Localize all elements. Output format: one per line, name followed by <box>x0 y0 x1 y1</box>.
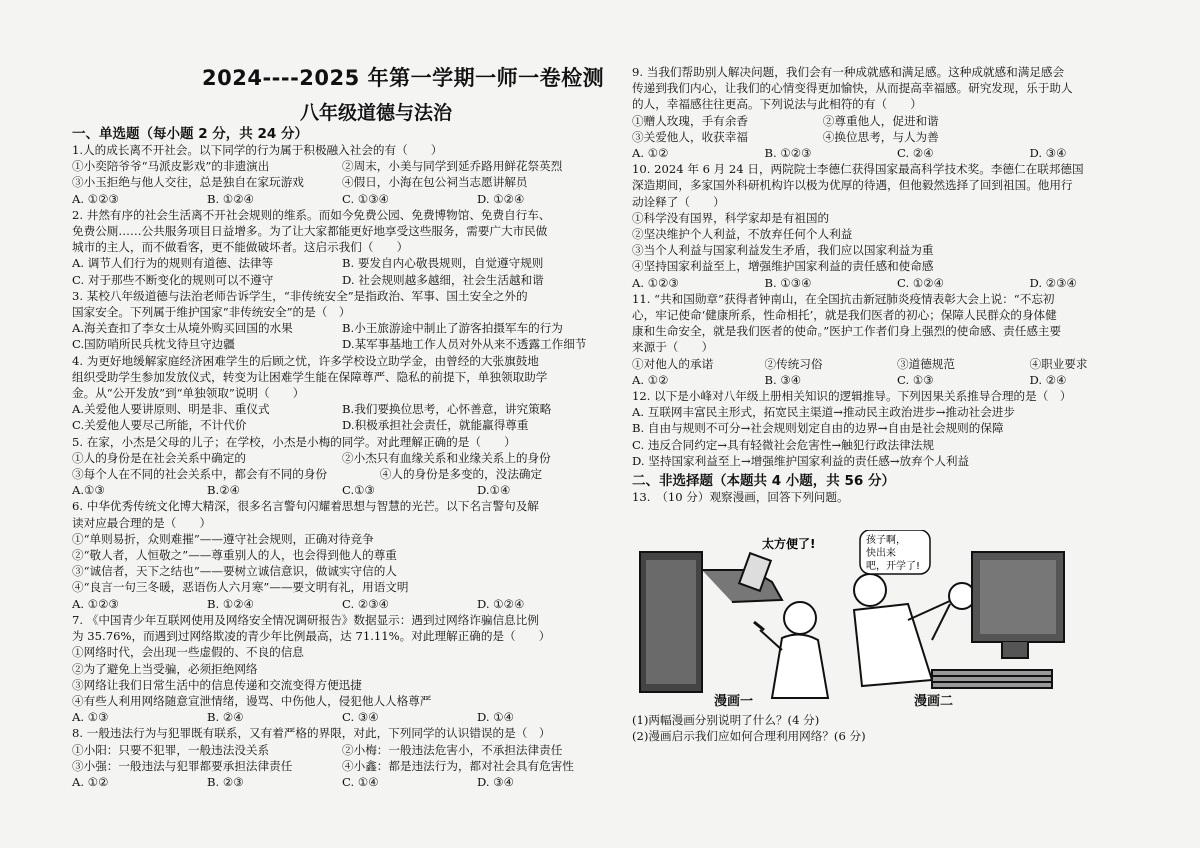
option-b: B. ①②④ <box>207 191 255 206</box>
question-8 <box>72 725 612 790</box>
statement: ④假日，小海在包公祠当志愿讲解员 <box>342 175 528 190</box>
option-d: D. ②③④ <box>1029 275 1077 290</box>
option-d: D.某军事基地工作人员对外从来不透露工作细节 <box>342 337 587 352</box>
statement-row <box>632 113 1162 129</box>
options-row <box>72 191 612 207</box>
option-a: A. ①③ <box>72 710 109 725</box>
option-b: B.我们要换位思考，心怀善意，讲究策略 <box>342 402 552 417</box>
option-a: A.①③ <box>72 483 105 498</box>
question-stem: 深造期间，多家国外科研机构许以极为优厚的待遇，但他毅然选择了回到祖国。他用行 <box>632 178 1073 193</box>
question-stem: 组织受助学生参加发放仪式，转变为让困难学生能在保障尊严、隐私的前提下，单独领取助学 <box>72 369 548 384</box>
statement: ①小奕陪爷爷“马派皮影戏”的非遗演出 <box>72 159 270 174</box>
statement: ③小强：一般违法与犯罪都要承担法律责任 <box>72 758 293 773</box>
option-b: B.小王旅游途中制止了游客拍摄军车的行为 <box>342 321 563 336</box>
statement-row <box>72 174 612 190</box>
statement: ②传统习俗 <box>764 356 823 371</box>
section-heading-single-choice: 一、单选题（每小题 2 分，共 24 分） <box>72 126 308 142</box>
question-stem: 为 35.76%，而遇到过网络欺凌的青少年比例最高，达 71.11%。对此理解正确的是（ ） <box>72 629 551 644</box>
question-10 <box>632 161 1162 291</box>
page-subtitle: 八年级道德与法治 <box>300 102 453 124</box>
statement: ②“敬人者，人恒敬之”——尊重别人的人，也会得到他人的尊重 <box>72 548 397 563</box>
cartoon-one-caption: 漫画一 <box>714 694 754 709</box>
statement: ①人的身份是在社会关系中确定的 <box>72 450 246 465</box>
statement: ①网络时代，会出现一些虚假的、不良的信息 <box>72 645 304 660</box>
statement: ④换位思考，与人为善 <box>822 129 939 144</box>
options-row <box>72 272 612 288</box>
option-a: A. ①② <box>632 146 669 161</box>
question-stem: 金。从“公开发放”到“单独领取”说明（ ） <box>72 386 305 401</box>
options-row <box>632 372 1162 388</box>
question-stem: 读对应最合理的是（ ） <box>72 515 212 530</box>
statement: ②周末，小美与同学到延乔路用鲜花祭英烈 <box>342 159 563 174</box>
question-stem: 心，牢记使命‘健康所系，性命相托’，就是我们医者的初心；保障人民群众的身体健 <box>632 308 1057 323</box>
bubble-text-line: 快出来 <box>866 548 896 559</box>
left-column <box>72 0 612 848</box>
option-c: C. ①③ <box>897 372 934 387</box>
question-2 <box>72 207 612 288</box>
statement-row <box>632 129 1162 145</box>
question-stem: 1.人的成长离不开社会。以下同学的行为属于积极融入社会的有（ ） <box>72 143 443 157</box>
option-b: B. ①③④ <box>764 275 812 290</box>
statement-row <box>72 450 612 466</box>
option-a: A. 调节人们行为的规则有道德、法律等 <box>72 256 274 271</box>
cartoon-illustrations <box>632 530 1072 710</box>
option-b: B. ②④ <box>207 710 244 725</box>
option-c: C. 对于那些不断变化的规则可以不遵守 <box>72 272 274 287</box>
option-a: A. ①② <box>632 372 669 387</box>
left-content <box>72 122 612 790</box>
option-b: B. ③④ <box>764 372 802 387</box>
option-c: C. 违反合同约定→具有轻微社会危害性→触犯行政法律法规 <box>632 437 934 452</box>
question-stem: 的人，幸福感往往更高。下列说法与此相符的有（ ） <box>632 97 922 112</box>
statement: ①小阳：只要不犯罪，一般违法没关系 <box>72 742 270 757</box>
statement-row <box>72 742 612 758</box>
option-d: D. ①④ <box>477 710 515 725</box>
statement: ④人的身份是多变的，没法确定 <box>379 467 543 482</box>
statement: ①对他人的承诺 <box>632 356 714 371</box>
statement: ④坚持国家利益至上，增强维护国家利益的责任感和使命感 <box>632 259 934 274</box>
option-c: C. ③④ <box>342 710 379 725</box>
option-d: D.积极承担社会责任，就能赢得尊重 <box>342 418 529 433</box>
options-row <box>72 255 612 271</box>
statement: ②坚决维护个人利益，不放弃任何个人利益 <box>632 227 853 242</box>
question-stem: 3. 某校八年级道德与法治老师告诉学生，“非传统安全”是指政治、军事、国土安全之外的 <box>72 288 528 303</box>
option-d: D. ①②④ <box>477 191 525 206</box>
option-c: C. ②④ <box>897 146 934 161</box>
option-d: D. ①②④ <box>477 596 525 611</box>
question-12 <box>632 388 1162 469</box>
question-stem: 动诠释了（ ） <box>632 194 725 209</box>
question-6 <box>72 498 612 611</box>
option-b: B. ②③ <box>207 774 244 789</box>
right-column <box>632 0 1162 848</box>
question-stem: 传递到我们内心，让我们的心情变得更加愉快，从而提高幸福感。研究发现，乐于助人 <box>632 81 1073 96</box>
options-row <box>72 401 612 417</box>
option-d: D. ③④ <box>1029 146 1067 161</box>
option-c: C. ①④ <box>342 774 379 789</box>
question-13-stem: 13. （10 分）观察漫画，回答下列问题。 <box>632 490 849 505</box>
option-d: D. 坚持国家利益至上→增强维护国家利益的责任感→放弃个人利益 <box>632 453 970 468</box>
question-stem: 2. 井然有序的社会生活离不开社会规则的维系。而如今免费公园、免费博物馆、免费自行车、 <box>72 207 551 222</box>
statement: ③关爱他人，收获幸福 <box>632 129 748 144</box>
statement: ②小梅：一般违法危害小，不承担法律责任 <box>342 742 563 757</box>
options-row <box>72 596 612 612</box>
speech-bubble-one <box>762 536 815 551</box>
question-stem: 城市的主人，而不做看客，更不能做破坏者。这启示我们（ ） <box>72 240 409 255</box>
statement: ③当个人利益与国家利益发生矛盾，我们应以国家利益为重 <box>632 243 934 258</box>
sub-question-1: (1)两幅漫画分别说明了什么？(4 分) <box>632 713 820 727</box>
question-stem: 国家安全。下列属于维护国家“非传统安全”的是（ ） <box>72 305 351 320</box>
question-13-subquestions <box>632 712 1162 744</box>
cartoon-one-drawing <box>640 552 828 698</box>
statement: ①科学没有国界，科学家却是有祖国的 <box>632 210 830 225</box>
question-stem: 6. 中华优秀传统文化博大精深，很多名言警句闪耀着思想与智慧的光芒。以下名言警句及解 <box>72 499 539 514</box>
question-stem: 8. 一般违法行为与犯罪既有联系，又有着严格的界限，对此，下列同学的认识错误的是（ ） <box>72 726 551 741</box>
statement: ③道德规范 <box>897 356 955 371</box>
bubble-text-line: 孩子啊， <box>866 535 906 546</box>
speech-bubble-two <box>860 530 930 574</box>
statement: ③每个人在不同的社会关系中，都会有不同的身份 <box>72 467 328 482</box>
option-d: D. ③④ <box>477 774 515 789</box>
option-a: A. ①②③ <box>72 596 119 611</box>
question-stem: 9. 当我们帮助别人解决问题，我们会有一种成就感和满足感。这种成就感和满足感会 <box>632 65 1065 79</box>
statement: ②小杰只有血缘关系和业缘关系上的身份 <box>342 450 551 465</box>
question-11 <box>632 291 1162 388</box>
statement: ④职业要求 <box>1029 356 1088 371</box>
question-stem: 4. 为更好地缓解家庭经济困难学生的后顾之忧，许多学校设立助学金，由曾经的大张旗鼓地 <box>72 353 539 368</box>
option-a: A.海关查扣了李女士从境外购买回国的水果 <box>72 321 293 336</box>
option-b: B.②④ <box>207 483 240 498</box>
question-7 <box>72 612 612 725</box>
statement: ③小玉拒绝与他人交往，总是独自在家玩游戏 <box>72 175 304 190</box>
option-b: B. 要发自内心敬畏规则，自觉遵守规则 <box>342 256 544 271</box>
option-c: C.国防哨所民兵枕戈待旦守边疆 <box>72 337 235 352</box>
right-content <box>632 64 1162 505</box>
statement: ①赠人玫瑰，手有余香 <box>632 113 748 128</box>
option-a: A. ①②③ <box>632 275 679 290</box>
option-c: C. ①②④ <box>897 275 945 290</box>
bubble-text: 太方便了! <box>762 537 816 551</box>
option-b: B. ①②③ <box>764 146 812 161</box>
option-a: A.关爱他人要讲原则、明是非、重仪式 <box>72 402 270 417</box>
option-a: A. 互联网丰富民主形式，拓宽民主渠道→推动民主政治进步→推动社会进步 <box>632 405 1015 420</box>
options-row <box>72 774 612 790</box>
options-row <box>72 417 612 433</box>
options-row <box>632 275 1162 291</box>
option-a: A. ①②③ <box>72 191 119 206</box>
option-d: D. 社会规则越多越细，社会生活越和谐 <box>342 272 544 287</box>
page-title: 2024----2025 年第一学期一师一卷检测 <box>202 66 605 90</box>
question-stem: 11. “共和国勋章”获得者钟南山，在全国抗击新冠肺炎疫情表彰大会上说：“不忘初 <box>632 291 1055 306</box>
options-row <box>72 336 612 352</box>
option-c: C.①③ <box>342 483 375 498</box>
option-c: C.关爱他人要尽己所能，不计代价 <box>72 418 247 433</box>
question-stem: 5. 在家，小杰是父母的儿子；在学校，小杰是小梅的同学。对此理解正确的是（ ） <box>72 434 516 449</box>
option-b: B. 自由与规则不可分→社会规则划定自由的边界→自由是社会规则的保障 <box>632 421 1004 436</box>
options-row <box>72 482 612 498</box>
options-row <box>72 709 612 725</box>
statement: ④“良言一句三冬暖，恶语伤人六月寒”——要文明有礼，用语文明 <box>72 580 409 595</box>
question-stem: 10. 2024 年 6 月 24 日，两院院士李德仁获得国家最高科学技术奖。李德仁在联邦德国 <box>632 162 1084 177</box>
statement: ②尊重他人，促进和谐 <box>822 113 939 128</box>
option-a: A. ①② <box>72 774 109 789</box>
cartoon-two-caption: 漫画二 <box>914 694 954 709</box>
question-9 <box>632 64 1162 161</box>
option-d: D. ②④ <box>1029 372 1067 387</box>
statement: ②为了避免上当受骗，必须拒绝网络 <box>72 661 258 676</box>
statement-row <box>72 466 612 482</box>
bubble-text-line: 吧，开学了! <box>866 561 921 572</box>
statement: ③“诚信者，天下之结也”——要树立诚信意识，做诚实守信的人 <box>72 564 397 579</box>
section-heading-open-questions: 二、非选择题（本题共 4 小题，共 56 分） <box>632 473 895 490</box>
statement: ④小鑫：都是违法行为，都对社会具有危害性 <box>342 758 574 773</box>
statement-row <box>632 356 1162 372</box>
option-c: C. ②③④ <box>342 596 390 611</box>
question-1 <box>72 142 612 207</box>
question-3 <box>72 288 612 353</box>
statement: ①“单则易折，众则难摧”——遵守社会规则，正确对待竞争 <box>72 531 374 546</box>
sub-question-2: (2)漫画启示我们应如何合理利用网络？(6 分) <box>632 729 866 744</box>
question-stem: 7. 《中国青少年互联网使用及网络安全情况调研报告》数据显示：遇到过网络诈骗信息比例 <box>72 612 539 627</box>
options-row <box>72 320 612 336</box>
statement-row <box>72 158 612 174</box>
question-4 <box>72 353 612 434</box>
options-row <box>632 145 1162 161</box>
statement: ③网络让我们日常生活中的信息传递和交流变得方便迅捷 <box>72 677 362 692</box>
option-b: B. ①②④ <box>207 596 255 611</box>
question-5 <box>72 434 612 499</box>
option-d: D.①④ <box>477 483 511 498</box>
question-stem: 免费公厕……公共服务项目日益增多。为了让大家都能更好地享受这些服务，需要广大市民做 <box>72 224 548 239</box>
statement-row <box>72 758 612 774</box>
statement: ④有些人利用网络随意宣泄情绪，谩骂、中伤他人，侵犯他人人格尊严 <box>72 693 432 708</box>
question-stem: 12. 以下是小峰对八年级上册相关知识的逻辑推导。下列因果关系推导合理的是（ ） <box>632 389 1072 404</box>
question-stem: 来源于（ ） <box>632 340 714 355</box>
option-c: C. ①③④ <box>342 191 390 206</box>
question-stem: 康和生命安全，就是我们医者的使命。”医护工作者们身上强烈的使命感、责任感主要 <box>632 324 1062 339</box>
